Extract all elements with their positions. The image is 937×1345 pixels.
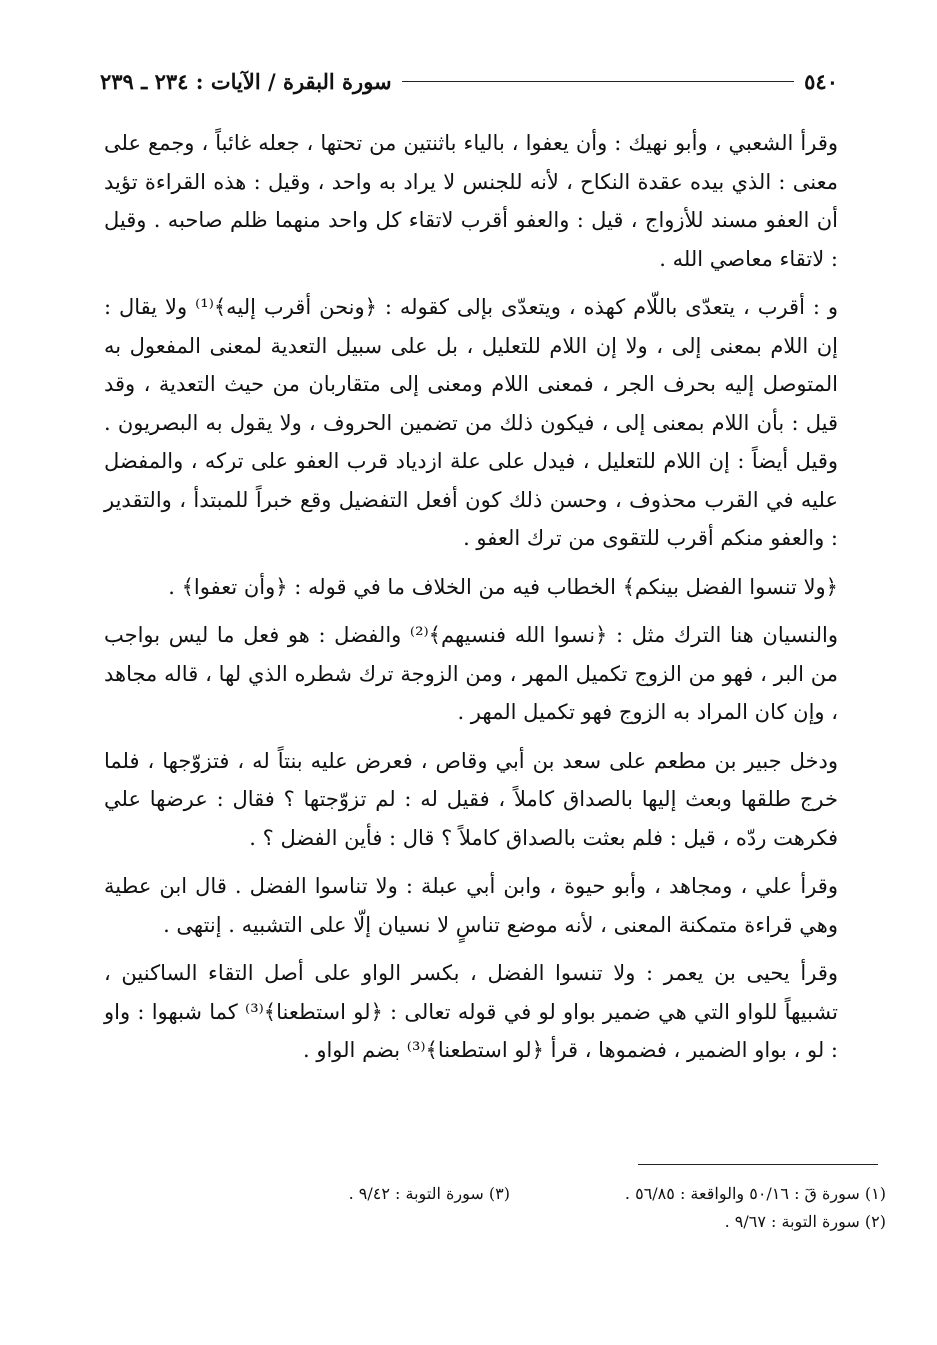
footnote-row [104,1180,886,1208]
header-rule [402,81,795,82]
footnote-1: (١) سورة قٓ : ٥٠/١٦ والواقعة : ٥٦/٨٥ . [624,1184,886,1203]
paragraph: وقرأ يحيى بن يعمر : ولا تنسوا الفضل ، بكسر الواو على أصل التقاء الساكنين ، تشبيهاً للواو التي هي ضمير بواو لو في قوله تعالى : ﴿لو استطعنا﴾⁽³⁾ كما شبهوا : واو : لو ، بواو الضمير ، فضموها ، قرأ ﴿لو استطعنا﴾⁽³⁾ بضم الواو . [104,961,838,1062]
footnote-3: (٣) سورة التوبة : ٩/٤٢ . [348,1184,510,1203]
main-text [104,124,838,1080]
paragraph: ﴿ولا تنسوا الفضل بينكم﴾ الخطاب فيه من الخلاف ما في قوله : ﴿وأن تعفوا﴾ . [168,574,838,599]
paragraph: وقرأ الشعبي ، وأبو نهيك : وأن يعفوا ، بالياء باثنتين من تحتها ، جعله غائباً ، وجمع على معنى : الذي بيده عقدة النكاح ، لأنه للجنس لا يراد به واحد ، وقيل : هذه القراءة تؤيد أن العفو مسند للأزواج ، قيل : والعفو أقرب لاتقاء كل واحد منهما ظلم صاحبه . وقيل : لاتقاء معاصي الله . [104,131,838,271]
footnote-row [104,1208,886,1236]
footnotes [104,1180,886,1236]
page-number: ٥٤٠ [804,68,838,94]
page-header [100,64,838,98]
footnote-divider [638,1164,878,1165]
footnote-2: (٢) سورة التوبة : ٩/٦٧ . [724,1212,886,1231]
paragraph: والنسيان هنا الترك مثل : ﴿نسوا الله فنسيهم﴾⁽²⁾ والفضل : هو فعل ما ليس بواجب من البر ، فهو من الزوج تكميل المهر ، ومن الزوجة ترك شطره الذي لها ، قاله مجاهد ، وإن كان المراد به الزوج فهو تكميل المهر . [104,623,838,724]
paragraph: وقرأ علي ، ومجاهد ، وأبو حيوة ، وابن أبي عبلة : ولا تناسوا الفضل . قال ابن عطية وهي قراءة متمكنة المعنى ، لأنه موضع تناسٍ لا نسيان إلّا على التشبيه . إنتهى . [104,874,838,937]
paragraph: ودخل جبير بن مطعم على سعد بن أبي وقاص ، فعرض عليه بنتاً له ، فتزوّجها ، فلما خرج طلقها وبعث إليها بالصداق كاملاً ، فقيل له : لم تزوّجتها ؟ فقال : عرضها علي فكرهت ردّه ، قيل : فلم بعثت بالصداق كاملاً ؟ قال : فأين الفضل ؟ . [104,748,838,850]
paragraph: و : أقرب ، يتعدّى باللّام كهذه ، ويتعدّى بإلى كقوله : ﴿ونحن أقرب إليه﴾⁽¹⁾ ولا يقال : إن اللام بمعنى إلى ، ولا إن اللام للتعليل ، بل على سبيل التعدية لمعنى المفعول به المتوصل إليه بحرف الجر ، فمعنى اللام ومعنى إلى متقاربان من حيث التعدية ، وقد قيل : بأن اللام بمعنى إلى ، فيكون ذلك من تضمين الحروف ، ولا يقول به البصريون . وقيل أيضاً : إن اللام للتعليل ، فيدل على علة ازدياد قرب العفو على تركه ، والمفضل عليه في القرب محذوف ، وحسن ذلك كون أفعل التفضيل وقع خبراً للمبتدأ ، والتقدير : والعفو منكم أقرب للتقوى من ترك العفو . [104,295,838,550]
running-title: سورة البقرة / الآيات : ٢٣٤ ـ ٢٣٩ [100,68,392,94]
